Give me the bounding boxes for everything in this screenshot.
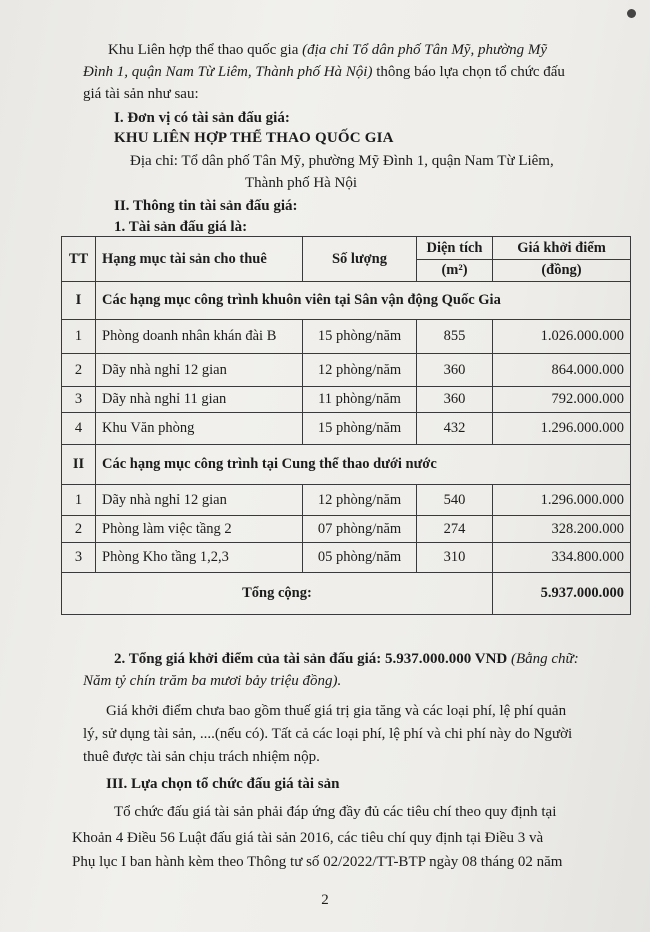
- note-line-1: Giá khởi điểm chưa bao gồm thuế giá trị gia tăng và các loại phí, lệ phí quản: [106, 703, 567, 719]
- table-row: [62, 485, 631, 516]
- table-row: [62, 354, 631, 387]
- section2-sub1: 1. Tài sản đấu giá là:: [114, 219, 248, 235]
- row-area: 540: [417, 485, 493, 516]
- row-tt: 2: [62, 516, 96, 543]
- group-row-2: [62, 445, 631, 485]
- row-price: 1.026.000.000: [493, 320, 631, 354]
- row-area: 274: [417, 516, 493, 543]
- row-qty: 15 phòng/năm: [303, 320, 417, 354]
- row-area: 855: [417, 320, 493, 354]
- total-para-line-2: Năm tỷ chín trăm ba mươi bảy triệu đồng).: [83, 673, 342, 689]
- section3-line-2: Khoản 4 Điều 56 Luật đấu giá tài sản 2016, các tiêu chí quy định tại Điều 3 và: [72, 830, 544, 846]
- row-area: 360: [417, 354, 493, 387]
- section3-heading: III. Lựa chọn tổ chức đấu giá tài sản: [106, 776, 340, 792]
- row-qty: 12 phòng/năm: [303, 485, 417, 516]
- org-address-line-1: Địa chỉ: Tổ dân phố Tân Mỹ, phường Mỹ Đình 1, quận Nam Từ Liêm,: [130, 153, 554, 169]
- total-label: Tổng cộng:: [62, 573, 493, 615]
- row-tt: 3: [62, 543, 96, 573]
- row-item: Phòng làm việc tầng 2: [96, 516, 303, 543]
- group-title: Các hạng mục công trình khuôn viên tại Sân vận động Quốc Gia: [96, 282, 631, 320]
- org-name: KHU LIÊN HỢP THỂ THAO QUỐC GIA: [114, 130, 394, 146]
- row-price: 864.000.000: [493, 354, 631, 387]
- header-area-unit: (m²): [417, 260, 493, 282]
- intro-line-3: giá tài sản như sau:: [83, 86, 199, 102]
- row-qty: 12 phòng/năm: [303, 354, 417, 387]
- table-row: [62, 320, 631, 354]
- org-address-line-2: Thành phố Hà Nội: [245, 175, 358, 191]
- row-qty: 15 phòng/năm: [303, 413, 417, 445]
- assets-table: [61, 236, 631, 615]
- row-area: 360: [417, 387, 493, 413]
- total-row: [62, 573, 631, 615]
- table-row: [62, 543, 631, 573]
- total-value: 5.937.000.000: [493, 573, 631, 615]
- note-line-3: thuê được tài sản chịu trách nhiệm nộp.: [83, 749, 320, 765]
- row-item: Dãy nhà nghỉ 11 gian: [96, 387, 303, 413]
- table-row: [62, 413, 631, 445]
- row-tt: 4: [62, 413, 96, 445]
- intro-line-2: Đình 1, quận Nam Từ Liêm, Thành phố Hà Nội) thông báo lựa chọn tổ chức đấu: [83, 64, 565, 80]
- table-header-row: [62, 237, 631, 260]
- row-tt: 1: [62, 320, 96, 354]
- row-item: Dãy nhà nghỉ 12 gian: [96, 354, 303, 387]
- table-row: [62, 516, 631, 543]
- row-price: 328.200.000: [493, 516, 631, 543]
- header-tt: TT: [62, 237, 96, 282]
- group-row-1: [62, 282, 631, 320]
- row-qty: 05 phòng/năm: [303, 543, 417, 573]
- note-line-2: lý, sử dụng tài sản, ....(nếu có). Tất cả các loại phí, lệ phí và chi phí này do Người: [83, 726, 573, 742]
- row-area: 432: [417, 413, 493, 445]
- row-item: Khu Văn phòng: [96, 413, 303, 445]
- header-area: Diện tích: [417, 237, 493, 260]
- section1-heading: I. Đơn vị có tài sản đấu giá:: [114, 110, 290, 126]
- row-price: 1.296.000.000: [493, 413, 631, 445]
- table-row: [62, 387, 631, 413]
- header-qty: Số lượng: [303, 237, 417, 282]
- section3-line-1: Tổ chức đấu giá tài sản phải đáp ứng đầy đủ các tiêu chí theo quy định tại: [114, 804, 557, 820]
- page-number: 2: [321, 892, 329, 908]
- row-tt: 1: [62, 485, 96, 516]
- total-para-line-1: 2. Tổng giá khởi điểm của tài sản đấu giá: 5.937.000.000 VND (Bằng chữ:: [114, 651, 579, 667]
- row-tt: 3: [62, 387, 96, 413]
- row-price: 792.000.000: [493, 387, 631, 413]
- section3-line-3: Phụ lục I ban hành kèm theo Thông tư số 02/2022/TT-BTP ngày 08 tháng 02 năm: [72, 854, 563, 870]
- group-title: Các hạng mục công trình tại Cung thể thao dưới nước: [96, 445, 631, 485]
- row-price: 1.296.000.000: [493, 485, 631, 516]
- row-area: 310: [417, 543, 493, 573]
- row-item: Dãy nhà nghỉ 12 gian: [96, 485, 303, 516]
- row-qty: 07 phòng/năm: [303, 516, 417, 543]
- section2-heading: II. Thông tin tài sản đấu giá:: [114, 198, 298, 214]
- row-item: Phòng Kho tầng 1,2,3: [96, 543, 303, 573]
- row-item: Phòng doanh nhân khán đài B: [96, 320, 303, 354]
- header-price-unit: (đồng): [493, 260, 631, 282]
- row-price: 334.800.000: [493, 543, 631, 573]
- intro-line-1: Khu Liên hợp thể thao quốc gia (địa chỉ Tổ dân phố Tân Mỹ, phường Mỹ: [108, 42, 548, 58]
- corner-mark: [627, 9, 636, 18]
- group-tt: I: [62, 282, 96, 320]
- row-tt: 2: [62, 354, 96, 387]
- header-item: Hạng mục tài sản cho thuê: [96, 237, 303, 282]
- header-price: Giá khởi điểm: [493, 237, 631, 260]
- row-qty: 11 phòng/năm: [303, 387, 417, 413]
- group-tt: II: [62, 445, 96, 485]
